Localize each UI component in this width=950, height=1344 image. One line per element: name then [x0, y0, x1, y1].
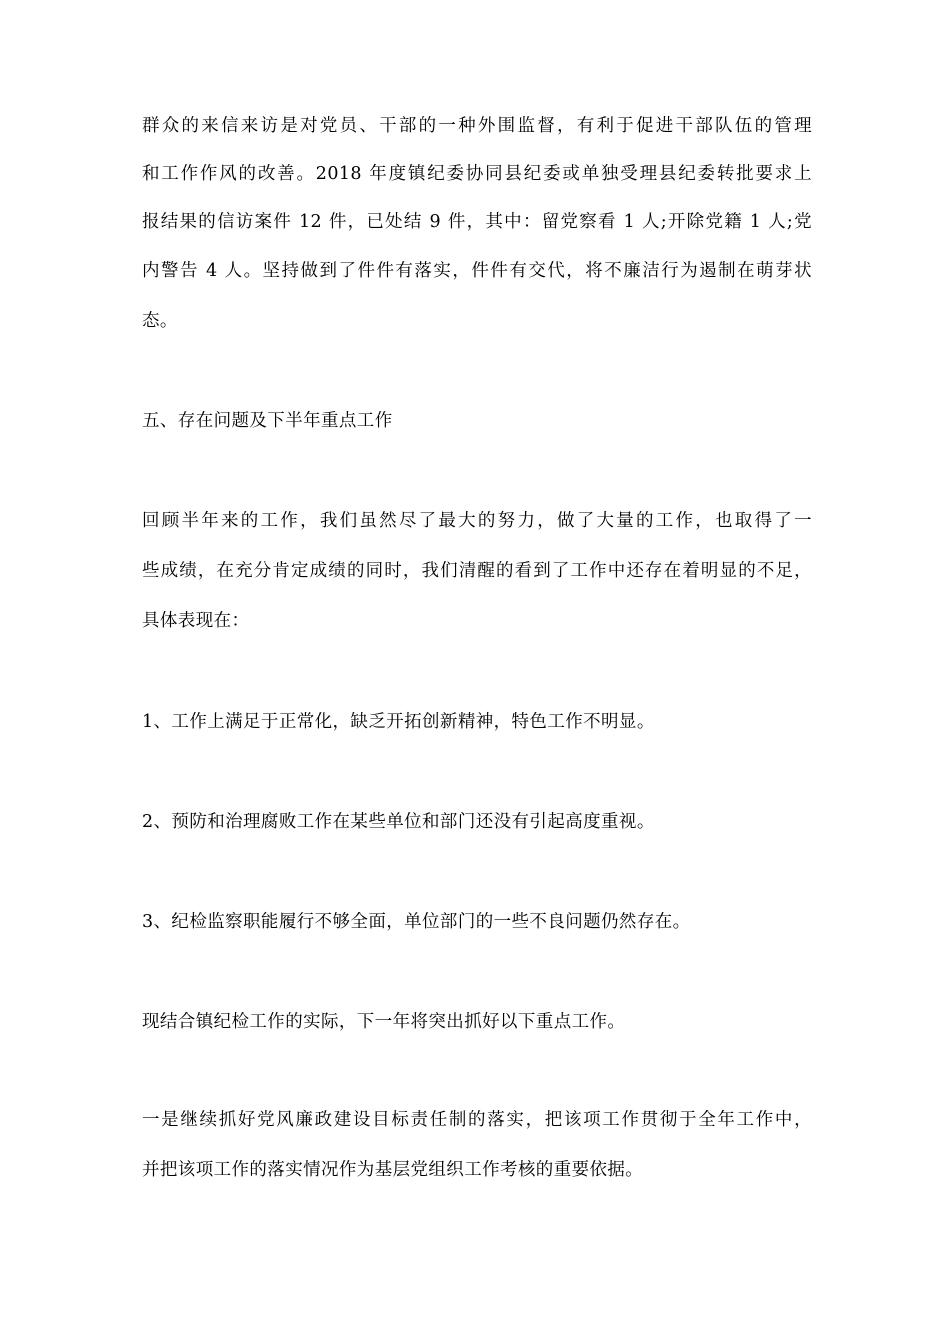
list-item: 3、纪检监察职能履行不够全面，单位部门的一些不良问题仍然存在。 [142, 912, 691, 932]
text-line: 群众的来信来访是对党员、干部的一种外围监督，有利于促进干部队伍的管理 [142, 116, 812, 136]
text-line: 些成绩，在充分肯定成绩的同时，我们清醒的看到了工作中还存在着明显的不足， [142, 561, 812, 581]
text-line: 和工作作风的改善。2018 年度镇纪委协同县纪委或单独受理县纪委转批要求上 [142, 164, 812, 184]
text-line: 态。 [142, 311, 178, 331]
text-line: 回顾半年来的工作，我们虽然尽了最大的努力，做了大量的工作，也取得了一 [142, 511, 812, 531]
text-line: 并把该项工作的落实情况作为基层党组织工作考核的重要依据。 [142, 1160, 644, 1180]
text-line: 一是继续抓好党风廉政建设目标责任制的落实，把该项工作贯彻于全年工作中， [142, 1110, 812, 1130]
text-line: 具体表现在： [142, 611, 250, 631]
section-heading: 五、存在问题及下半年重点工作 [142, 411, 393, 431]
text-line: 报结果的信访案件 12 件，已处结 9 件，其中：留党察看 1 人;开除党籍 1 人;党 [142, 212, 812, 232]
list-item: 1、工作上满足于正常化，缺乏开拓创新精神，特色工作不明显。 [142, 712, 655, 732]
text-line: 内警告 4 人。坚持做到了件件有落实，件件有交代，将不廉洁行为遏制在萌芽状 [142, 261, 812, 281]
paragraph-focus-intro: 现结合镇纪检工作的实际，下一年将突出抓好以下重点工作。 [142, 1012, 626, 1032]
list-item: 2、预防和治理腐败工作在某些单位和部门还没有引起高度重视。 [142, 812, 655, 832]
